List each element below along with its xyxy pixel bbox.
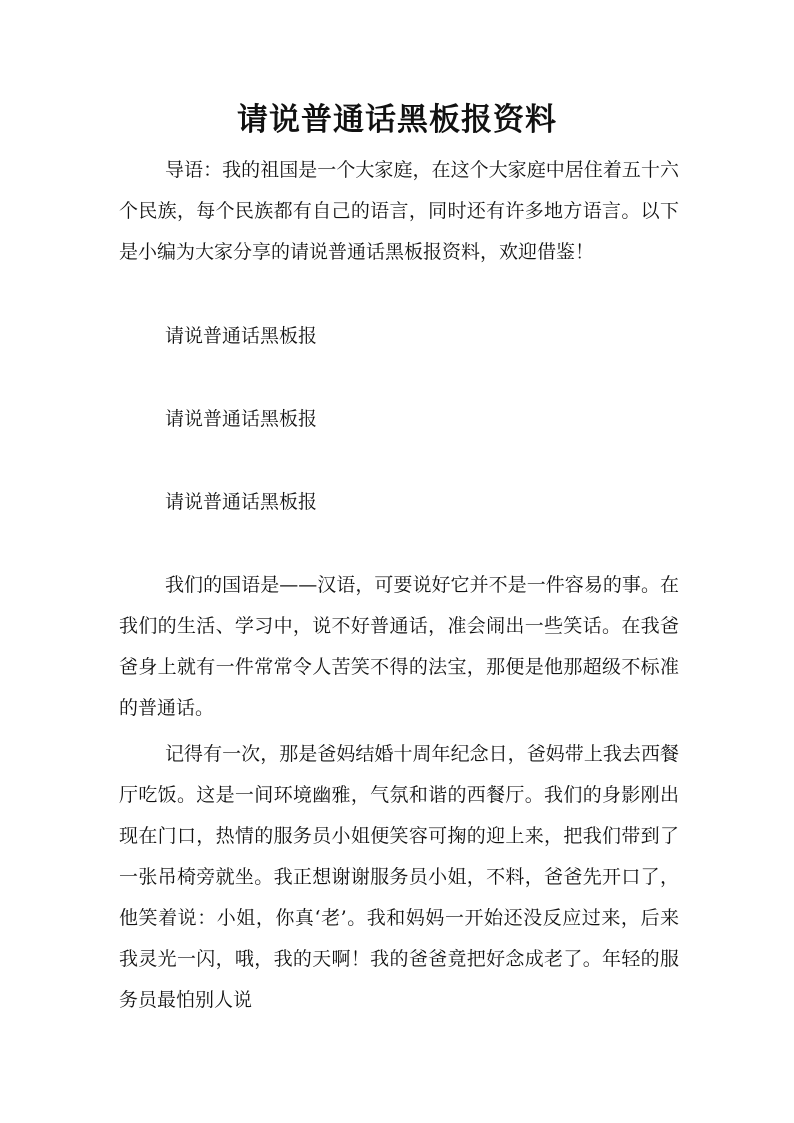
body-paragraph-2: 记得有一次，那是爸妈结婚十周年纪念日，爸妈带上我去西餐厅吃饭。这是一间环境幽雅，气氛和谐的西餐厅。我们的身影刚出现在门口，热情的服务员小姐便笑容可掬的迎上来，把我们带到了一张吊椅旁就坐。我正想谢谢服务员小姐，不料，爸爸先开口了，他笑着说：小姐，你真‘老’。我和妈妈一开始还没反应过来，后来我灵光一闪，哦，我的天啊！我的爸爸竟把好念成老了。年轻的服务员最怕别人说 (119, 743, 679, 1011)
section-heading-1: 请说普通话黑板报 (165, 325, 318, 347)
document-title: 请说普通话黑板报资料 (237, 102, 557, 138)
section-heading-3: 请说普通话黑板报 (165, 491, 318, 513)
intro-paragraph: 导语：我的祖国是一个大家庭，在这个大家庭中居住着五十六个民族，每个民族都有自己的语言，同时还有许多地方语言。以下是小编为大家分享的请说普通话黑板报资料，欢迎借鉴！ (119, 159, 679, 263)
section-heading-2: 请说普通话黑板报 (165, 408, 318, 430)
body-paragraph-1: 我们的国语是——汉语，可要说好它并不是一件容易的事。在我们的生活、学习中，说不好普通话，准会闹出一些笑话。在我爸爸身上就有一件常常令人苦笑不得的法宝，那便是他那超级不标准的普通话。 (119, 574, 679, 719)
